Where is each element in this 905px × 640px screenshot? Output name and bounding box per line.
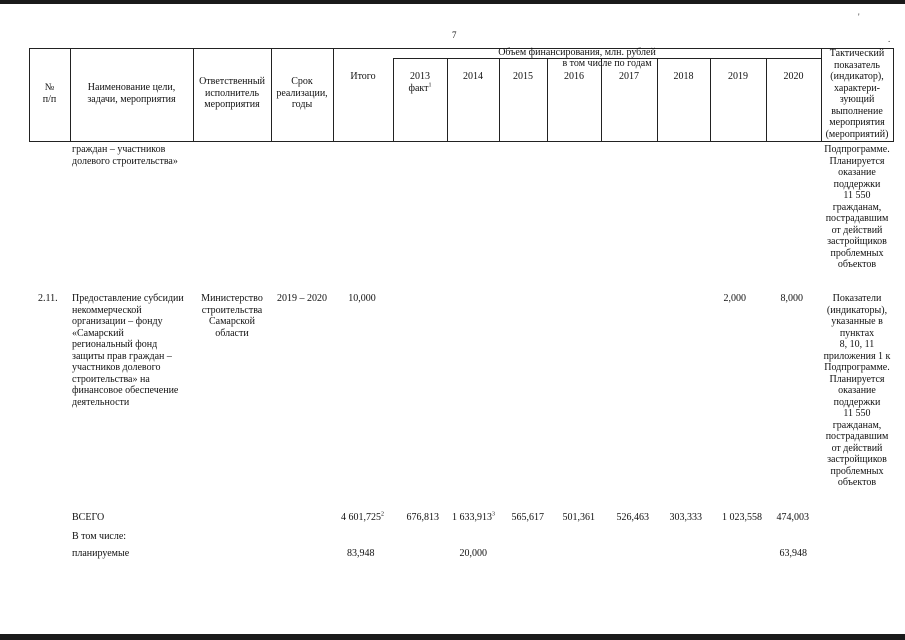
planned-row-total: 83,948 <box>347 548 375 559</box>
header-year-2018: 2018 <box>673 71 694 82</box>
header-year-2014: 2014 <box>463 71 483 82</box>
header-year-2013: 2013 факт$^1$ <box>408 71 432 94</box>
top-border-bar <box>0 0 905 4</box>
row-211-responsible: Министерство строительства Самарской области <box>201 293 263 339</box>
continued-row-name: граждан – участников долевого строительства» <box>72 144 178 167</box>
total-row-label: ВСЕГО <box>72 512 105 523</box>
total-row-2017: 526,463 <box>616 512 649 523</box>
total-row-2016: 501,361 <box>562 512 595 523</box>
header-year-2017: 2017 <box>619 71 639 82</box>
header-year-2016: 2016 <box>564 71 584 82</box>
header-responsible: Ответственный исполнитель мероприятия <box>199 76 265 110</box>
planned-row-2020: 63,948 <box>779 548 807 559</box>
header-indicator: Тактический показатель (индикатор), характери- зующий выполнение мероприятия (мероприятий) <box>825 48 889 140</box>
header-num: № п/п <box>42 82 57 105</box>
total-row-2018: 303,333 <box>669 512 702 523</box>
page-number: 7 <box>452 30 457 40</box>
total-row-2013: 676,813 <box>406 512 439 523</box>
scan-mark: . <box>888 34 891 44</box>
row-211-2019: 2,000 <box>723 293 746 304</box>
continued-row-indicator: Подпрограмме. Планируется оказание поддержки 11 550 гражданам, пострадавшим от действий застройщиков проблемных объектов <box>824 144 890 270</box>
total-row-2014: 1 633,913$^3$ <box>452 511 495 523</box>
total-row-total: 4 601,725$^2$ <box>341 511 384 523</box>
planned-row-2014: 20,000 <box>459 548 487 559</box>
total-row-2015: 565,617 <box>511 512 544 523</box>
row-211-num: 2.11. <box>38 293 58 304</box>
header-total: Итого <box>350 71 376 82</box>
header-year-2015: 2015 <box>513 71 533 82</box>
planned-row-label: планируемые <box>72 548 130 559</box>
row-211-total: 10,000 <box>348 293 376 304</box>
bottom-border-bar <box>0 634 905 640</box>
including-label: В том числе: <box>72 531 127 542</box>
row-211-indicator: Показатели (индикаторы), указанные в пунктах 8, 10, 11 приложения 1 к Подпрограмме. Планируется оказание поддержки 11 550 гражданам, пострадавшим от действий застройщиков проблемных объектов <box>823 293 891 488</box>
total-row-2020: 474,003 <box>776 512 809 523</box>
scan-mark: ' <box>858 12 860 22</box>
header-year-2020: 2020 <box>783 71 804 82</box>
total-row-2019: 1 023,558 <box>722 512 762 523</box>
header-funding-title: Объем финансирования, млн. рублей <box>498 47 656 58</box>
header-term: Срок реализации, годы <box>276 76 328 110</box>
header-by-years: в том числе по годам <box>562 58 652 69</box>
row-211-term: 2019 – 2020 <box>277 293 327 304</box>
row-211-name: Предоставление субсидии некоммерческой организации – фонду «Самарский региональный фонд защиты прав граждан – участников долевого строительства» на финансовое обеспечение деятельности <box>72 293 184 408</box>
row-211-2020: 8,000 <box>780 293 803 304</box>
header-year-2019: 2019 <box>728 71 748 82</box>
header-name: Наименование цели, задачи, мероприятия <box>87 82 176 105</box>
